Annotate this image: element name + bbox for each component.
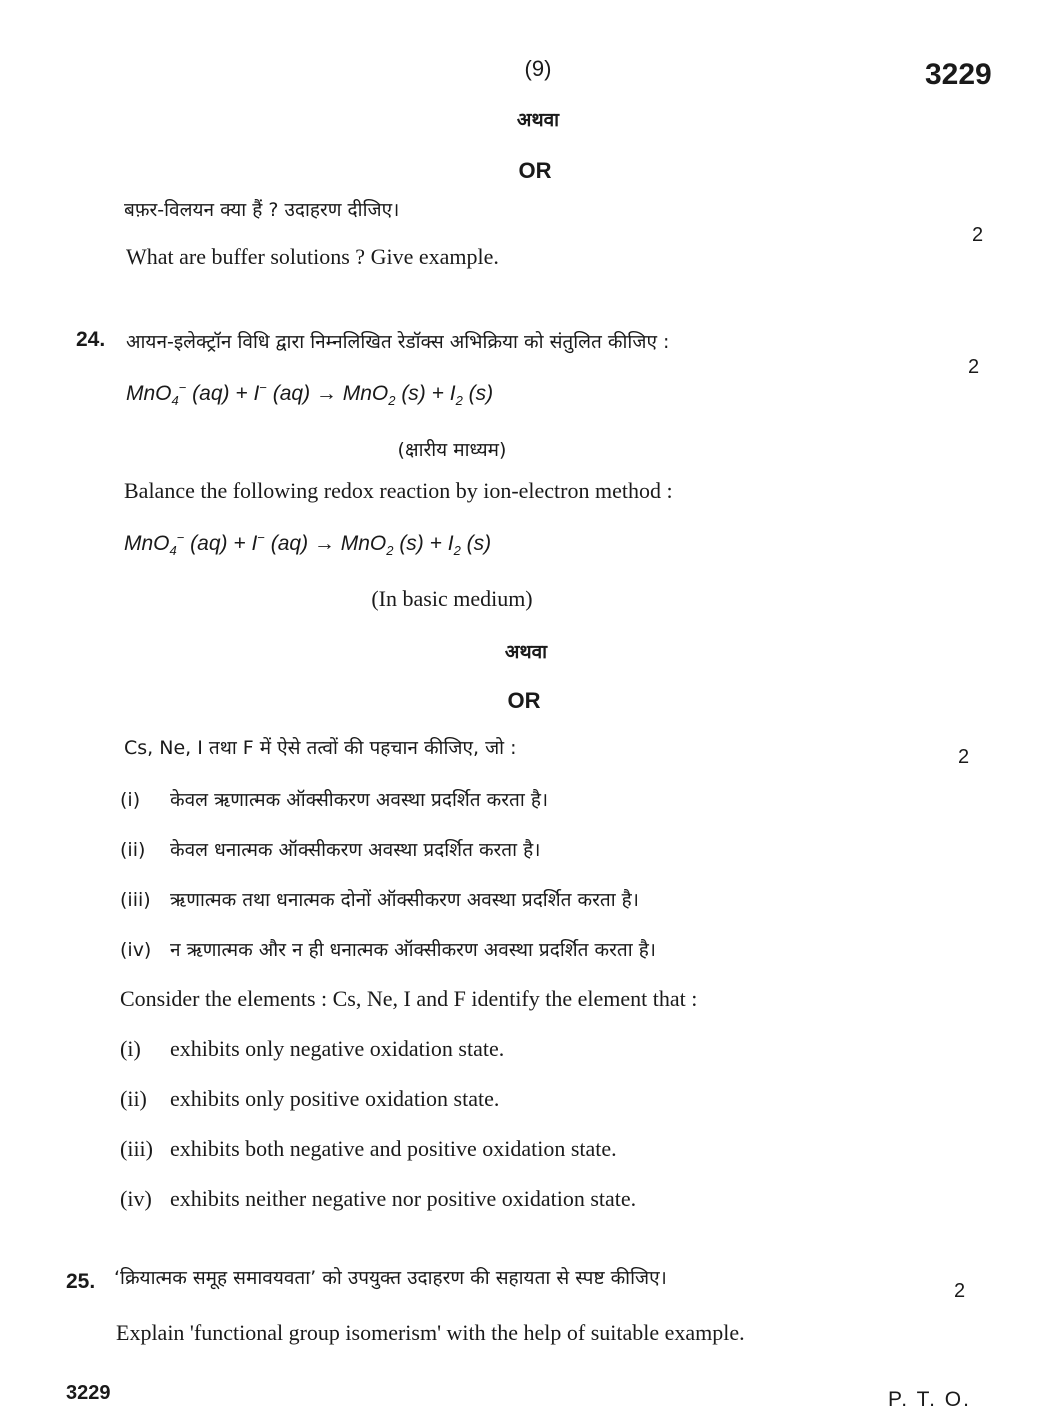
or-english-label-2: OR bbox=[507, 688, 541, 713]
marks-q24: 2 bbox=[968, 356, 980, 378]
buffer-question-hindi: बफ़र-विलयन क्या हैं ? उदाहरण दीजिए। bbox=[124, 199, 400, 221]
item-text: exhibits both negative and positive oxidation state. bbox=[170, 1136, 617, 1161]
pto-label: P. T. O. bbox=[888, 1388, 971, 1411]
list-item-hindi-1 bbox=[120, 786, 548, 812]
item-label: (iii) bbox=[120, 889, 151, 911]
item-label: (iv) bbox=[120, 1186, 152, 1211]
item-text: केवल धनात्मक ऑक्सीकरण अवस्था प्रदर्शित करता है। bbox=[170, 839, 541, 861]
page-number: (9) bbox=[524, 56, 552, 81]
item-text: exhibits only positive oxidation state. bbox=[170, 1086, 500, 1111]
marks-q24-alt: 2 bbox=[958, 746, 970, 768]
paper-code-footer: 3229 bbox=[66, 1382, 111, 1404]
item-text: exhibits neither negative nor positive oxidation state. bbox=[170, 1186, 637, 1211]
question-number-25: 25. bbox=[66, 1270, 96, 1293]
item-text: exhibits only negative oxidation state. bbox=[170, 1036, 505, 1061]
q25-text-english: Explain 'functional group isomerism' with the help of suitable example. bbox=[116, 1320, 745, 1345]
medium-hindi: (क्षारीय माध्यम) bbox=[397, 439, 507, 461]
item-label: (i) bbox=[120, 789, 141, 811]
item-label: (iv) bbox=[120, 939, 152, 961]
item-label: (i) bbox=[120, 1036, 141, 1061]
list-item-hindi-3 bbox=[120, 886, 639, 912]
list-item-hindi-2 bbox=[120, 836, 540, 862]
question-number-24: 24. bbox=[76, 328, 106, 351]
or-english-label: OR bbox=[518, 158, 552, 183]
medium-english: (In basic medium) bbox=[371, 586, 533, 611]
item-label: (iii) bbox=[120, 1136, 153, 1161]
list-item-english-3 bbox=[120, 1136, 617, 1162]
or-hindi-label-2: अथवा bbox=[504, 641, 548, 663]
or-hindi-label: अथवा bbox=[516, 109, 560, 131]
q24-text-english: Balance the following redox reaction by ion-electron method : bbox=[124, 478, 673, 503]
list-item-english-4 bbox=[120, 1186, 636, 1212]
list-item-english-1 bbox=[120, 1036, 504, 1062]
list-item-hindi-4 bbox=[120, 936, 656, 962]
elements-intro-english: Consider the elements : Cs, Ne, I and F identify the element that : bbox=[120, 986, 698, 1011]
redox-equation-hindi: MnO$_4$− (aq) + I− (aq) → MnO$_2$ $(s) + I_2$ (s) bbox=[126, 380, 494, 409]
redox-equation-english: MnO$_4$− (aq) + I− (aq) → MnO$_2$ $(s) + I_2$ (s) bbox=[124, 530, 492, 559]
q24-text-hindi: आयन-इलेक्ट्रॉन विधि द्वारा निम्नलिखित रेडॉक्स अभिक्रिया को संतुलित कीजिए : bbox=[126, 331, 670, 353]
item-text: ऋणात्मक तथा धनात्मक दोनों ऑक्सीकरण अवस्था प्रदर्शित करता है। bbox=[170, 889, 639, 911]
item-label: (ii) bbox=[120, 839, 146, 861]
marks-block-a: 2 bbox=[972, 224, 984, 246]
paper-code-header: 3229 bbox=[925, 58, 992, 91]
buffer-question-english: What are buffer solutions ? Give example. bbox=[126, 244, 499, 269]
marks-q25: 2 bbox=[954, 1280, 966, 1302]
list-item-english-2 bbox=[120, 1086, 499, 1112]
elements-intro-hindi: Cs, Ne, I तथा F में ऐसे तत्वों की पहचान कीजिए, जो : bbox=[124, 737, 517, 759]
item-label: (ii) bbox=[120, 1086, 147, 1111]
item-text: न ऋणात्मक और न ही धनात्मक ऑक्सीकरण अवस्था प्रदर्शित करता है। bbox=[170, 939, 656, 961]
q25-text-hindi: ‘क्रियात्मक समूह समावयवता’ को उपयुक्त उदाहरण की सहायता से स्पष्ट कीजिए। bbox=[114, 1267, 667, 1289]
item-text: केवल ऋणात्मक ऑक्सीकरण अवस्था प्रदर्शित करता है। bbox=[170, 789, 549, 811]
